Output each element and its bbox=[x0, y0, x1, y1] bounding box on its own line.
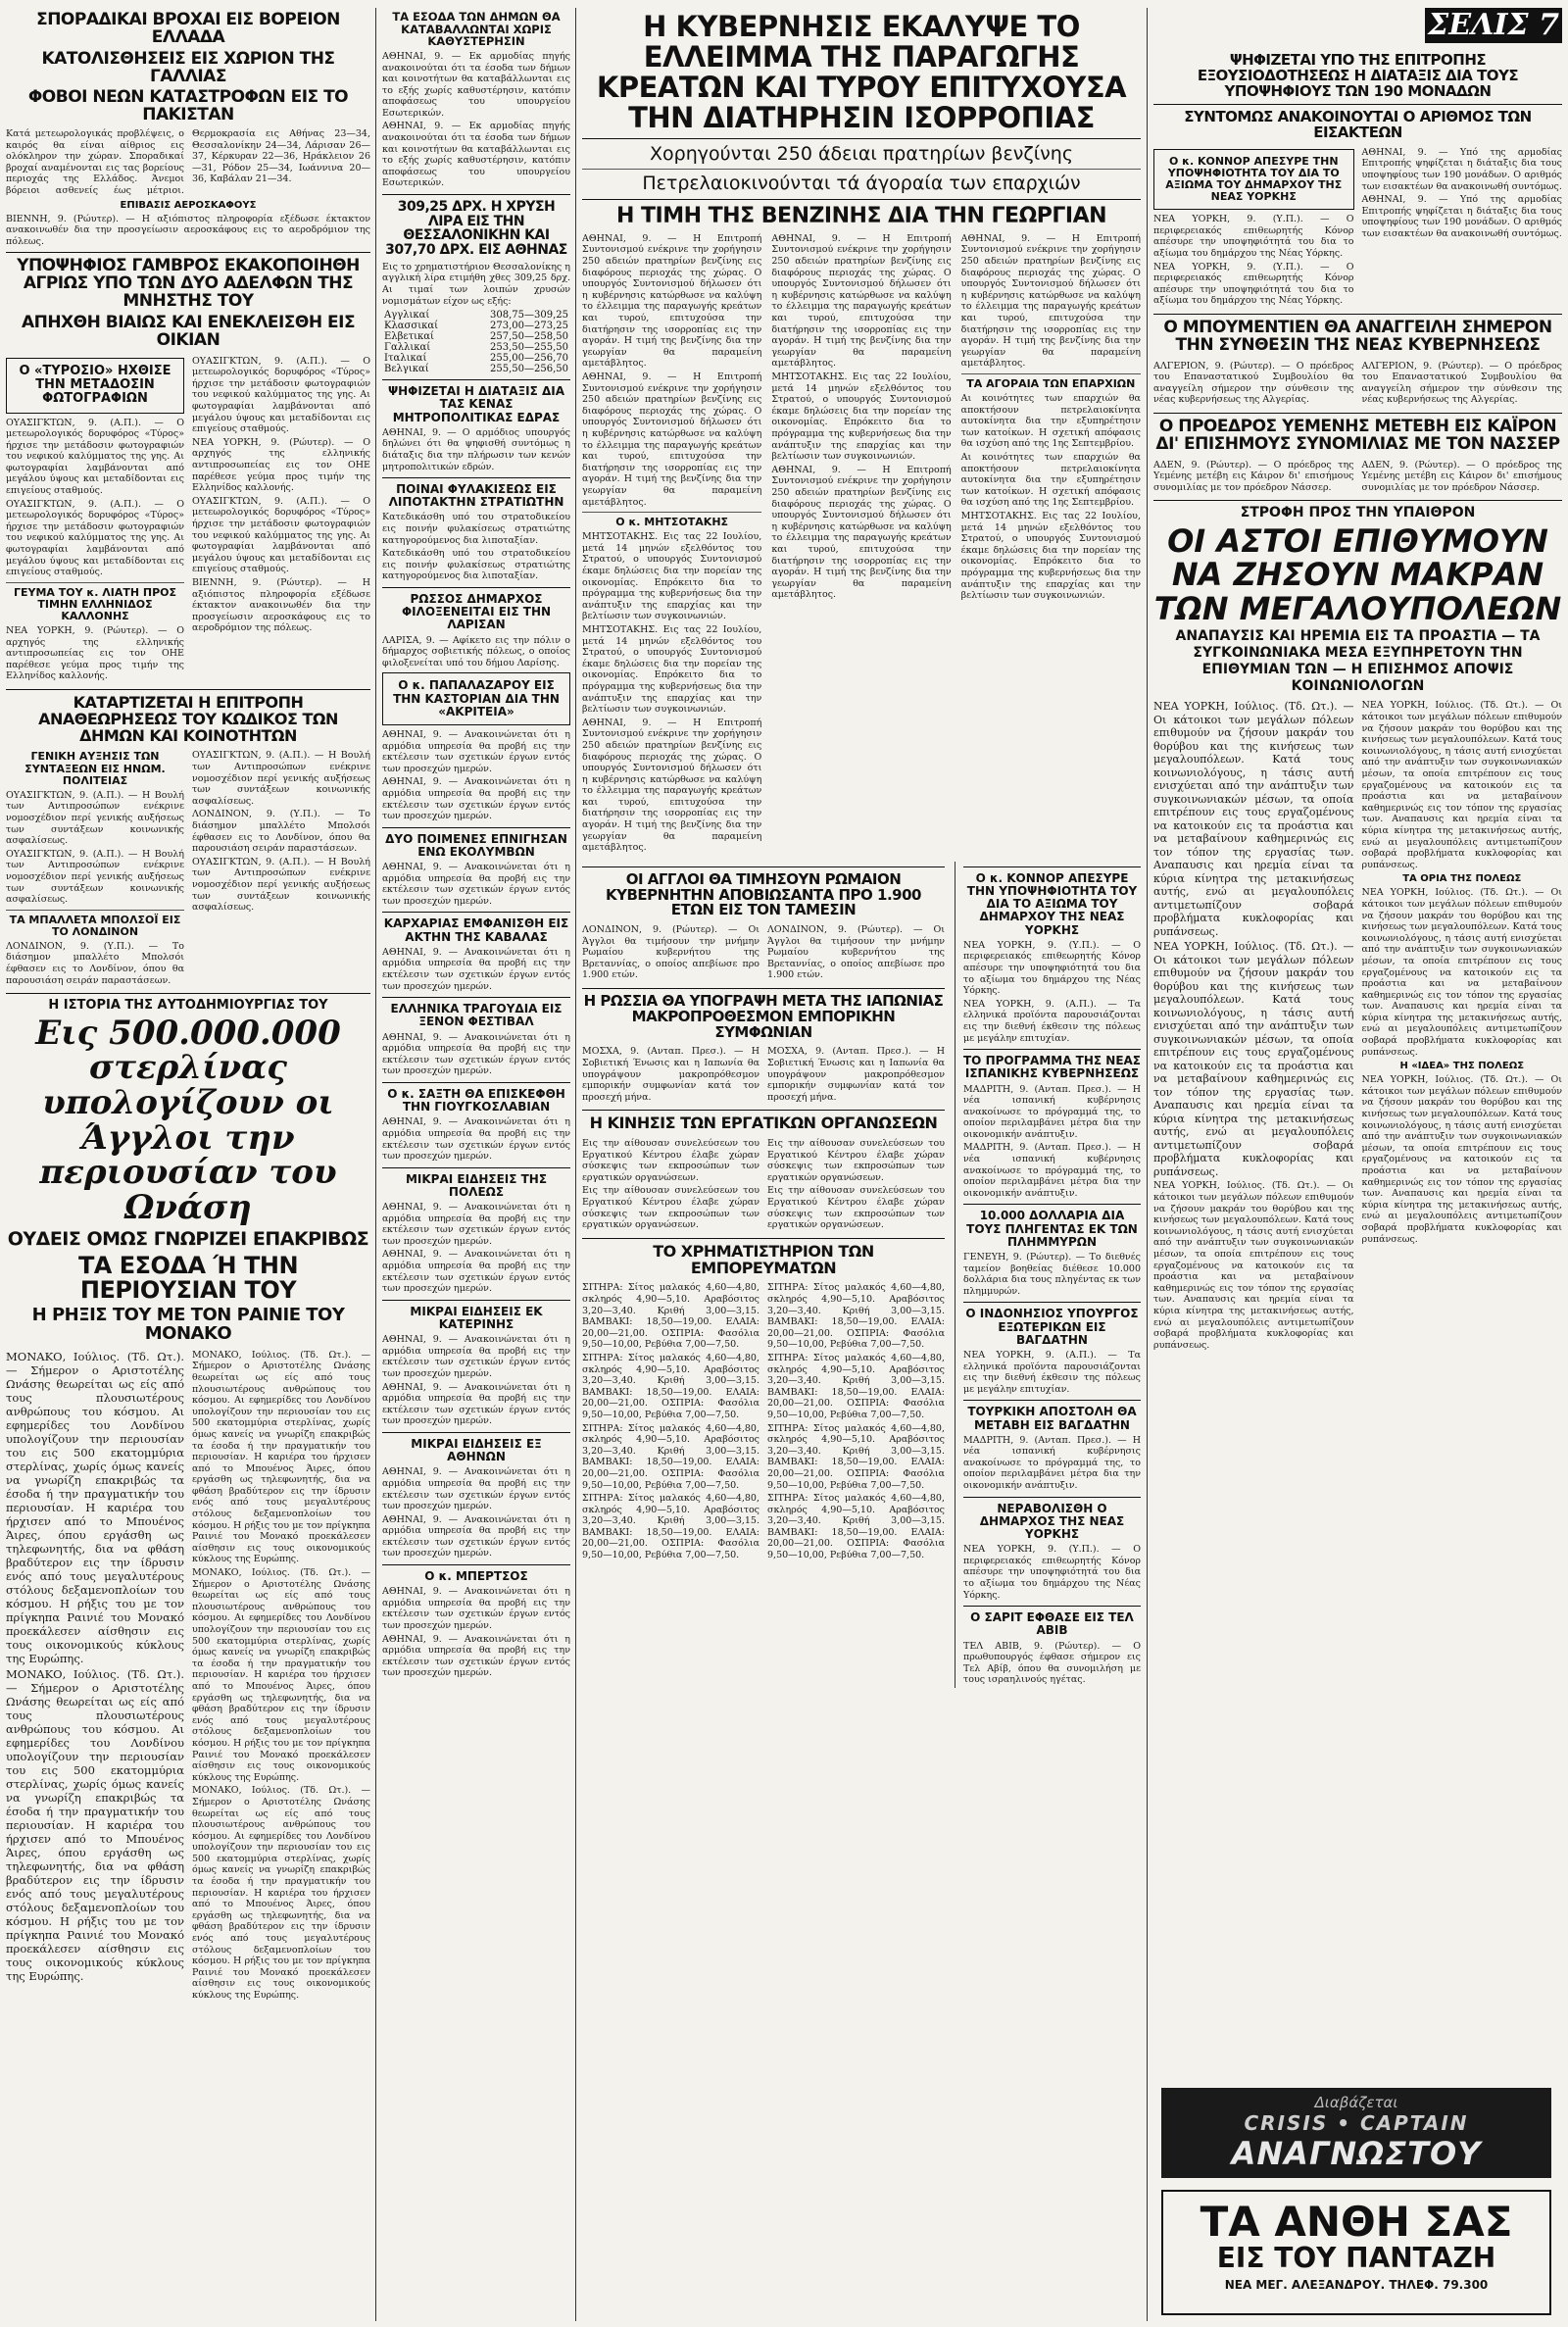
market-prices: ΣΙΤΗΡΑ: Σίτος μαλακός 4,60—4,80, σκληρός 4,90—5,10. Αραβόσιτος 3,20—3,40. Κριθή 3,00—3,15. ΒΑΜΒΑΚΙ: 18,50—19,00. ΕΛΑΙΑ: 20,00—21,00. ΟΣΠΡΙΑ: Φασόλια 9,50—10,00, Ρεβύθια 7,00—7,50. bbox=[582, 1282, 760, 1351]
lead-subheading: Χορηγούνται 250 άδειαι πρατηρίων βενζίνης bbox=[650, 143, 1073, 165]
article-body: ΑΘΗΝΑΙ, 9. — Η Επιτροπή Συντονισμού ενέκρινε την χορήγησιν 250 αδειών πρατηρίων βενζίνης εις διαφόρους περιοχάς της χώρας. Ο υπουργός Συντονισμού δήλωσεν ότι η κυβέρνησις κατώρθωσε να καλύψη το έλλειμμα της παραγωγής κρεάτων και τυρού, επιτυχούσα την διατήρησιν της ισορροπίας εις την αγοράν. Η τιμή της βενζίνης δια την γεωργίαν θα παραμείνη αμετάβλητος. bbox=[582, 232, 762, 370]
article-body: ΑΛΓΕΡΙΟΝ, 9. (Ρώυτερ). — Ο πρόεδρος του Επαναστατικού Συμβουλίου θα αναγγείλη σήμερον την σύνθεσιν της νέας κυβερνήσεως της Αλγερίας. bbox=[1153, 360, 1354, 406]
article-body: ΑΘΗΝΑΙ, 9. — Ανακοινώνεται ότι η αρμόδια υπηρεσία θα προβή εις την εκτέλεσιν των σχετικών έργων εντός των προσεχών ημερών. bbox=[382, 1202, 570, 1247]
article-body: Εις το χρηματιστήριον Θεσσαλονίκης η αγγλική λίρα ετιμήθη χθες 309,25 δρχ. Αι τιμαί των λοιπών χρυσών νομισμάτων είχον ως εξής: bbox=[382, 261, 570, 307]
headline: ΤΟ ΧΡΗΜΑΤΙΣΤΗΡΙΟΝ ΤΩΝ ΕΜΠΟΡΕΥΜΑΤΩΝ bbox=[653, 1241, 874, 1277]
headline: ΚΑΡΧΑΡΙΑΣ ΕΜΦΑΝΙΣΘΗ ΕΙΣ ΑΚΤΗΝ ΤΗΣ ΚΑΒΑΛΑΣ bbox=[383, 916, 569, 944]
headline: ΟΙ ΑΓΓΛΟΙ ΘΑ ΤΙΜΗΣΟΥΝ ΡΩΜΑΙΟΝ ΚΥΒΕΡΝΗΤΗΝ ΑΠΟΒΙΩΣΑΝΤΑ ΠΡΟ 1.900 ΕΤΩΝ ΕΙΣ ΤΟΝ ΤΑΜΕΣΙΝ bbox=[606, 869, 921, 919]
article-body: ΝΕΑ ΥΟΡΚΗ, 9. (Υ.Π.). — Ο περιφερειακός επιθεωρητής Κόνορ απέσυρε την υποψηφιότητά του δια το αξίωμα του δημάρχου της Νέας Υόρκης. bbox=[1153, 214, 1354, 259]
article-body: Κατά μετεωρολογικάς προβλέψεις, ο καιρός θα είναι αίθριος εις ολόκληρον την χώραν. Σποραδικαί βροχαί αναμένονται εις τας βορείους περιοχάς της Ελλάδος. Άνεμοι βόρειοι ασθενείς έως μέτριοι. Θερμοκρασία εις Αθήνας 23—34, Θεσσαλονίκην 24—34, Λάρισαν 26—37, Κέρκυραν 22—36, Ηράκλειον 26—31, Ρόδον 25—34, Ιωάννινα 20—36, Καβάλαν 21—34. bbox=[6, 128, 370, 197]
article-body: ΑΘΗΝΑΙ, 9. — Υπό της αρμοδίας Επιτροπής ψηφίζεται η διάταξις δια τους υποψηφίους των 190 μονάδων. Ο αριθμός των εισακτέων θα ανακοινωθή συντόμως. bbox=[1361, 146, 1562, 192]
article-body: ΜΟΣΧΑ, 9. (Ανταπ. Πρεσ.). — Η Σοβιετική Ένωσις και η Ιαπωνία θα υπογράψουν μακροπρόθεσμον εμπορικήν συμφωνίαν κατά τον προσεχή μήνα. bbox=[767, 1046, 945, 1103]
article-body: ΑΘΗΝΑΙ, 9. — Εκ αρμοδίας πηγής ανακοινούται ότι τα έσοδα των δήμων και κοινοτήτων θα καταβάλλωνται εις το εξής χωρίς καθυστέρησιν, κατόπιν αποφάσεως του υπουργείου Εσωτερικών. bbox=[382, 121, 570, 189]
article-body: ΝΕΑ ΥΟΡΚΗ, Ιούλιος. (Τδ. Ωτ.). — Οι κάτοικοι των μεγάλων πόλεων επιθυμούν να ζήσουν μακράν του θορύβου και της κινήσεως των μεγαλουπόλεων. Κατά τους κοινωνιολόγους, η τάσις αυτή ενισχύεται από την ανάπτυξιν των συγκοινωνιακών μέσων, τα οποία επιτρέπουν εις τους εργαζομένους να κατοικούν εις τα προάστια και να μεταβαίνουν καθημερινώς εις τον τόπον της εργασίας των. Αναπαυσις και ηρεμία είναι τα κύρια κίνητρα της μετακινήσεως αυτής, ενώ αι μεγαλουπόλεις αντιμετωπίζουν σοβαρά προβλήματα κυκλοφορίας και ρυπάνσεως. bbox=[1361, 700, 1562, 870]
price-row bbox=[382, 321, 570, 331]
market-prices: ΣΙΤΗΡΑ: Σίτος μαλακός 4,60—4,80, σκληρός 4,90—5,10. Αραβόσιτος 3,20—3,40. Κριθή 3,00—3,15. ΒΑΜΒΑΚΙ: 18,50—19,00. ΕΛΑΙΑ: 20,00—21,00. ΟΣΠΡΙΑ: Φασόλια 9,50—10,00, Ρεβύθια 7,00—7,50. bbox=[582, 1493, 760, 1561]
market-prices: ΣΙΤΗΡΑ: Σίτος μαλακός 4,60—4,80, σκληρός 4,90—5,10. Αραβόσιτος 3,20—3,40. Κριθή 3,00—3,15. ΒΑΜΒΑΚΙ: 18,50—19,00. ΕΛΑΙΑ: 20,00—21,00. ΟΣΠΡΙΑ: Φασόλια 9,50—10,00, Ρεβύθια 7,00—7,50. bbox=[582, 1352, 760, 1420]
price-row bbox=[382, 353, 570, 364]
headline: ΤΑ ΕΣΟΔΑ ΤΩΝ ΔΗΜΩΝ ΘΑ ΚΑΤΑΒΑΛΛΩΝΤΑΙ ΧΩΡΙΣ ΚΑΘΥΣΤΕΡΗΣΙΝ bbox=[392, 10, 561, 49]
article-body: ΛΟΝΔΙΝΟΝ, 9. (Ρώυτερ). — Οι Άγγλοι θα τιμήσουν την μνήμην Ρωμαίου κυβερνήτου της Βρεταννίας, ο οποίος απεβίωσε προ 1.900 ετών. bbox=[582, 924, 760, 981]
headline: ΣΠΟΡΑΔΙΚΑΙ ΒΡΟΧΑΙ ΕΙΣ ΒΟΡΕΙΟΝ ΕΛΛΑΔΑ bbox=[36, 10, 340, 47]
article-body: Αι κοινότητες των επαρχιών θα αποκτήσουν πετρελαιοκίνητα αυτοκίνητα δια την εξυπηρέτησιν των κατοίκων. Η σχετική απόφασις θα ισχύση από της 1ης Σεπτεμβρίου. bbox=[960, 452, 1141, 509]
price-row bbox=[382, 331, 570, 342]
article-body: ΑΘΗΝΑΙ, 9. — Ανακοινώνεται ότι η αρμόδια υπηρεσία θα προβή εις την εκτέλεσιν των σχετικών έργων εντός των προσεχών ημερών. bbox=[382, 776, 570, 822]
article-body: ΑΘΗΝΑΙ, 9. — Η Επιτροπή Συντονισμού ενέκρινε την χορήγησιν 250 αδειών πρατηρίων βενζίνης εις διαφόρους περιοχάς της χώρας. Ο υπουργός Συντονισμού δήλωσεν ότι η κυβέρνησις κατώρθωσε να καλύψη το έλλειμμα της παραγωγής κρεάτων και τυρού, επιτυχούσα την διατήρησιν της ισορροπίας εις την αγοράν. Η τιμή της βενζίνης δια την γεωργίαν θα παραμείνη αμετάβλητος. bbox=[771, 232, 952, 370]
article-body: ΟΥΑΣΙΓΚΤΩΝ, 9. (Α.Π.). — Ο μετεωρολογικός δορυφόρος «Τύρος» ήρχισε την μετάδοσιν φωτογραφιών του νεφικού καλύμματος της γης. Αι φωτογραφίαι λαμβάνονται από μεγάλου ύψους και μεταδίδονται εις επιγείους σταθμούς. bbox=[192, 495, 370, 575]
subheading: Η «ΙΔΕΑ» ΤΗΣ ΠΟΛΕΩΣ bbox=[1399, 1061, 1525, 1072]
gold-price-table bbox=[382, 310, 570, 374]
feature-subheading: ΑΝΑΠΑΥΣΙΣ ΚΑΙ ΗΡΕΜΙΑ ΕΙΣ ΤΑ ΠΡΟΑΣΤΙΑ — ΤΑ ΣΥΓΚΟΙΝΩΝΙΑΚΑ ΜΕΣΑ ΕΞΥΠΗΡΕΤΟΥΝ ΤΗΝ ΕΠΙΘΥΜΙΑΝ ΤΩΝ — Η ΕΠΙΣΗΜΟΣ ΑΠΟΨΙΣ ΚΟΙΝΩΝΙΟΛΟΓΩΝ bbox=[1175, 628, 1541, 695]
headline: ΨΗΦΙΖΕΤΑΙ ΥΠΟ ΤΗΣ ΕΠΙΤΡΟΠΗΣ ΕΞΟΥΣΙΟΔΟΤΗΣΕΩΣ Η ΔΙΑΤΑΞΙΣ ΔΙΑ ΤΟΥΣ ΥΠΟΨΗΦΙΟΥΣ ΤΩΝ 190 ΜΟΝΑΔΩΝ bbox=[1197, 51, 1519, 100]
article-body: ΑΘΗΝΑΙ, 9. — Η Επιτροπή Συντονισμού ενέκρινε την χορήγησιν 250 αδειών πρατηρίων βενζίνης εις διαφόρους περιοχάς της χώρας. Ο υπουργός Συντονισμού δήλωσεν ότι η κυβέρνησις κατώρθωσε να καλύψη το έλλειμμα της παραγωγής κρεάτων και τυρού, επιτυχούσα την διατήρησιν της ισορροπίας εις την αγοράν. Η τιμή της βενζίνης δια την γεωργίαν θα παραμείνη αμετάβλητος. bbox=[960, 232, 1141, 370]
headline: ΤΟΥΡΚΙΚΗ ΑΠΟΣΤΟΛΗ ΘΑ ΜΕΤΑΒΗ ΕΙΣ ΒΑΓΔΑΤΗΝ bbox=[967, 1405, 1137, 1432]
coin-name: Ελβετικαί bbox=[384, 331, 434, 343]
kicker: ΣΤΡΟΦΗ ΠΡΟΣ ΤΗΝ ΥΠΑΙΘΡΟΝ bbox=[1240, 505, 1476, 521]
article-body: ΛΟΝΔΙΝΟΝ, 9. (Ρώυτερ). — Οι Άγγλοι θα τιμήσουν την μνήμην Ρωμαίου κυβερνήτου της Βρεταννίας, ο οποίος απεβίωσε προ 1.900 ετών. bbox=[767, 924, 945, 981]
headline: Ο κ. ΠΑΠΑΛΑΖΑΡΟΥ ΕΙΣ ΤΗΝ ΚΑΣΤΟΡΙΑΝ ΔΙΑ ΤΗΝ «ΑΚΡΙΤΕΙΑ» bbox=[393, 678, 560, 718]
article-body: ΜΟΝΑΚΟ, Ιούλιος. (Τδ. Ωτ.). — Σήμερον ο Αριστοτέλης Ωνάσης θεωρείται ως είς από τους πλουσιωτέρους ανθρώπους του κόσμου. Αι εφημερίδες του Λονδίνου υπολογίζουν την περιουσίαν του εις 500 εκατομμύρια στερλίνας, χωρίς όμως κανείς να γνωρίζη επακριβώς τα έσοδα ή την πραγματικήν του περιουσίαν. Η καριέρα του ήρχισεν από το Μπουένος Άιρες, όπου εργάσθη ως τηλεφωνητής, δια να φθάση βραδύτερον εις την ίδρυσιν ενός από τους μεγαλυτέρους στόλους δεξαμενοπλοίων του κόσμου. Η ρήξις του με τον πρίγκηπα Ραινιέ του Μονακό προεκάλεσεν αίσθησιν εις τους οικονομικούς κύκλους της Ευρώπης. bbox=[192, 1567, 370, 1783]
article-body: ΛΟΝΔΙΝΟΝ, 9. (Υ.Π.). — Το διάσημον μπαλλέτο Μπολσόι έφθασεν εις το Λονδίνον, όπου θα παρουσιάση σειράν παραστάσεων. bbox=[192, 809, 370, 855]
article-body: Κατεδικάσθη υπό του στρατοδικείου εις ποινήν φυλακίσεως στρατιώτης κατηγορούμενος δια λιποταξίαν. bbox=[382, 512, 570, 546]
article-body: ΝΕΑ ΥΟΡΚΗ, 9. (Υ.Π.). — Ο περιφερειακός επιθεωρητής Κόνορ απέσυρε την υποψηφιότητά του δια το αξίωμα του δημάρχου της Νέας Υόρκης. bbox=[963, 939, 1141, 997]
feature-headline: ΟΙ ΑΣΤΟΙ ΕΠΙΘΥΜΟΥΝ ΝΑ ΖΗΣΟΥΝ ΜΑΚΡΑΝ ΤΩΝ ΜΕΓΑΛΟΥΠΟΛΕΩΝ bbox=[1153, 521, 1562, 627]
article-body: ΜΑΔΡΙΤΗ, 9. (Ανταπ. Πρεσ.). — Η νέα ισπανική κυβέρνησις ανακοίνωσε το πρόγραμμά της, το οποίον περιλαμβάνει μέτρα δια την οικονομικήν ανάπτυξιν. bbox=[963, 1434, 1141, 1492]
article-body: Εις την αίθουσαν συνελεύσεων του Εργατικού Κέντρου έλαβε χώραν σύσκεψις των εκπροσώπων των εργατικών οργανώσεων. bbox=[767, 1138, 945, 1183]
main-story-headline: Εις 500.000.000 στερλίνας υπολογίζουν οι Άγγλοι την περιουσίαν του Ωνάση bbox=[35, 1013, 341, 1227]
article-body: ΟΥΑΣΙΓΚΤΩΝ, 9. (Α.Π.). — Η Βουλή των Αντιπροσώπων ενέκρινε νομοσχέδιον περί γενικής αυξήσεως των συντάξεων κοινωνικής ασφαλίσεως. bbox=[6, 789, 184, 847]
article-body: ΟΥΑΣΙΓΚΤΩΝ, 9. (Α.Π.). — Η Βουλή των Αντιπροσώπων ενέκρινε νομοσχέδιον περί γενικής αυξήσεως των συντάξεων κοινωνικής ασφαλίσεως. bbox=[192, 856, 370, 914]
article-body: ΑΘΗΝΑΙ, 9. — Ανακοινώνεται ότι η αρμόδια υπηρεσία θα προβή εις την εκτέλεσιν των σχετικών έργων εντός των προσεχών ημερών. bbox=[382, 1466, 570, 1512]
article-body: Κατεδικάσθη υπό του στρατοδικείου εις ποινήν φυλακίσεως στρατιώτης κατηγορούμενος δια λιποταξίαν. bbox=[382, 548, 570, 582]
article-body: Εις την αίθουσαν συνελεύσεων του Εργατικού Κέντρου έλαβε χώραν σύσκεψις των εκπροσώπων των εργατικών οργανώσεων. bbox=[582, 1138, 760, 1183]
market-prices: ΣΙΤΗΡΑ: Σίτος μαλακός 4,60—4,80, σκληρός 4,90—5,10. Αραβόσιτος 3,20—3,40. Κριθή 3,00—3,15. ΒΑΜΒΑΚΙ: 18,50—19,00. ΕΛΑΙΑ: 20,00—21,00. ΟΣΠΡΙΑ: Φασόλια 9,50—10,00, Ρεβύθια 7,00—7,50. bbox=[767, 1422, 945, 1491]
subheading: Ο κ. ΚΟΝΝΟΡ ΑΠΕΣΥΡΕ ΤΗΝ ΥΠΟΨΗΦΙΟΤΗΤΑ ΤΟΥ ΔΙΑ ΤΟ ΑΞΙΩΜΑ ΤΟΥ ΔΗΜΑΡΧΟΥ ΤΗΣ ΝΕΑΣ ΥΟΡΚΗΣ bbox=[1165, 154, 1343, 204]
column-2 bbox=[382, 8, 570, 2321]
headline: ΤΑ ΕΣΟΔΑ Ή ΤΗΝ ΠΕΡΙΟΥΣΙΑΝ ΤΟΥ bbox=[77, 1251, 299, 1304]
column-1 bbox=[6, 8, 370, 2321]
headline: Ο κ. ΚΟΝΝΟΡ ΑΠΕΣΥΡΕ ΤΗΝ ΥΠΟΨΗΦΙΟΤΗΤΑ ΤΟΥ ΔΙΑ ΤΟ ΑΞΙΩΜΑ ΤΟΥ ΔΗΜΑΡΧΟΥ ΤΗΣ ΝΕΑΣ ΥΟΡΚΗΣ bbox=[966, 870, 1138, 937]
price-row bbox=[382, 364, 570, 374]
article-body: ΑΔΕΝ, 9. (Ρώυτερ). — Ο πρόεδρος της Υεμένης μετέβη εις Κάιρον δι' επισήμους συνομιλίας με τον πρόεδρον Νάσσερ. bbox=[1361, 459, 1562, 493]
article-body: ΑΘΗΝΑΙ, 9. — Η Επιτροπή Συντονισμού ενέκρινε την χορήγησιν 250 αδειών πρατηρίων βενζίνης εις διαφόρους περιοχάς της χώρας. Ο υπουργός Συντονισμού δήλωσεν ότι η κυβέρνησις κατώρθωσε να καλύψη το έλλειμμα της παραγωγής κρεάτων και τυρού, επιτυχούσα την διατήρησιν της ισορροπίας εις την αγοράν. Η τιμή της βενζίνης δια την γεωργίαν θα παραμείνη αμετάβλητος. bbox=[582, 717, 762, 854]
headline: Ο ΣΑΡΙΤ ΕΦΘΑΣΕ ΕΙΣ ΤΕΛ ΑΒΙΒ bbox=[970, 1610, 1134, 1638]
article-body: ΜΟΝΑΚΟ, Ιούλιος. (Τδ. Ωτ.). — Σήμερον ο Αριστοτέλης Ωνάσης θεωρείται ως είς από τους πλουσιωτέρους ανθρώπους του κόσμου. Αι εφημερίδες του Λονδίνου υπολογίζουν την περιουσίαν του εις 500 εκατομμύρια στερλίνας, χωρίς όμως κανείς να γνωρίζη επακριβώς τα έσοδα ή την πραγματικήν του περιουσίαν. Η καριέρα του ήρχισεν από το Μπουένος Άιρες, όπου εργάσθη ως τηλεφωνητής, δια να φθάση βραδύτερον εις την ίδρυσιν ενός από τους μεγαλυτέρους στόλους δεξαμενοπλοίων του κόσμου. Η ρήξις του με τον πρίγκηπα Ραινιέ του Μονακό προεκάλεσεν αίσθησιν εις τους οικονομικούς κύκλους της Ευρώπης. bbox=[192, 1349, 370, 1565]
market-prices: ΣΙΤΗΡΑ: Σίτος μαλακός 4,60—4,80, σκληρός 4,90—5,10. Αραβόσιτος 3,20—3,40. Κριθή 3,00—3,15. ΒΑΜΒΑΚΙ: 18,50—19,00. ΕΛΑΙΑ: 20,00—21,00. ΟΣΠΡΙΑ: Φασόλια 9,50—10,00, Ρεβύθια 7,00—7,50. bbox=[767, 1493, 945, 1561]
subheading: ΓΕΝΙΚΗ ΑΥΞΗΣΙΣ ΤΩΝ ΣΥΝΤΑΞΕΩΝ ΕΙΣ ΗΝΩΜ. ΠΟΛΙΤΕΙΑΣ bbox=[24, 750, 166, 787]
article-body: ΝΕΑ ΥΟΡΚΗ, 9. (Α.Π.). — Τα ελληνικά προϊόντα παρουσιάζονται εις την διεθνή έκθεσιν της πόλεως με μεγάλην επιτυχίαν. bbox=[963, 1349, 1141, 1395]
article-body: ΜΗΤΣΟΤΑΚΗΣ. Εις τας 22 Ιουλίου, μετά 14 μηνών εξελθόντος του Στρατού, ο υπουργός Συντονισμού έκαμε δηλώσεις δια την πορείαν της οικονομίας. Επρόκειτο δια το πρόγραμμα της κυβερνήσεως δια την ανάπτυξιν της επαρχίας και την βελτίωσιν των συγκοινωνιών. bbox=[960, 511, 1141, 602]
article-body: ΝΕΑ ΥΟΡΚΗ, Ιούλιος. (Τδ. Ωτ.). — Οι κάτοικοι των μεγάλων πόλεων επιθυμούν να ζήσουν μακράν του θορύβου και της κινήσεως των μεγαλουπόλεων. Κατά τους κοινωνιολόγους, η τάσις αυτή ενισχύεται από την ανάπτυξιν των συγκοινωνιακών μέσων, τα οποία επιτρέπουν εις τους εργαζομένους να κατοικούν εις τα προάστια και να μεταβαίνουν καθημερινώς εις τον τόπον της εργασίας των. Αναπαυσις και ηρεμία είναι τα κύρια κίνητρα της μετακινήσεως αυτής, ενώ αι μεγαλουπόλεις αντιμετωπίζουν σοβαρά προβλήματα κυκλοφορίας και ρυπάνσεως. bbox=[1361, 887, 1562, 1058]
headline: ΜΙΚΡΑΙ ΕΙΔΗΣΕΙΣ ΤΗΣ ΠΟΛΕΩΣ bbox=[405, 1171, 548, 1199]
market-prices: ΣΙΤΗΡΑ: Σίτος μαλακός 4,60—4,80, σκληρός 4,90—5,10. Αραβόσιτος 3,20—3,40. Κριθή 3,00—3,15. ΒΑΜΒΑΚΙ: 18,50—19,00. ΕΛΑΙΑ: 20,00—21,00. ΟΣΠΡΙΑ: Φασόλια 9,50—10,00, Ρεβύθια 7,00—7,50. bbox=[767, 1282, 945, 1351]
headline: 309,25 ΔΡΧ. Η ΧΡΥΣΗ ΛΙΡΑ ΕΙΣ ΤΗΝ ΘΕΣΣΑΛΟΝΙΚΗΝ ΚΑΙ 307,70 ΔΡΧ. ΕΙΣ ΑΘΗΝΑΣ bbox=[385, 199, 567, 259]
headline: Η ΚΙΝΗΣΙΣ ΤΩΝ ΕΡΓΑΤΙΚΩΝ ΟΡΓΑΝΩΣΕΩΝ bbox=[589, 1114, 938, 1133]
headline: ΨΗΦΙΖΕΤΑΙ Η ΔΙΑΤΑΞΙΣ ΔΙΑ ΤΑΣ ΚΕΝΑΣ ΜΗΤΡΟΠΟΛΙΤΙΚΑΣ ΕΔΡΑΣ bbox=[387, 384, 565, 424]
article-body: ΑΘΗΝΑΙ, 9. — Ανακοινώνεται ότι η αρμόδια υπηρεσία θα προβή εις την εκτέλεσιν των σχετικών έργων εντός των προσεχών ημερών. bbox=[382, 946, 570, 992]
article-body: ΜΗΤΣΟΤΑΚΗΣ. Εις τας 22 Ιουλίου, μετά 14 μηνών εξελθόντος του Στρατού, ο υπουργός Συντονισμού έκαμε δηλώσεις δια την πορείαν της οικονομίας. Επρόκειτο δια το πρόγραμμα της κυβερνήσεως δια την ανάπτυξιν της επαρχίας και την βελτίωσιν των συγκοινωνιών. bbox=[582, 531, 762, 622]
column-5 bbox=[1153, 8, 1562, 2321]
article-body: ΜΟΝΑΚΟ, Ιούλιος. (Τδ. Ωτ.). — Σήμερον ο Αριστοτέλης Ωνάσης θεωρείται ως είς από τους πλουσιωτέρους ανθρώπους του κόσμου. Αι εφημερίδες του Λονδίνου υπολογίζουν την περιουσίαν του εις 500 εκατομμύρια στερλίνας, χωρίς όμως κανείς να γνωρίζη επακριβώς τα έσοδα ή την πραγματικήν του περιουσίαν. Η καριέρα του ήρχισεν από το Μπουένος Άιρες, όπου εργάσθη ως τηλεφωνητής, δια να φθάση βραδύτερον εις την ίδρυσιν ενός από τους μεγαλυτέρους στόλους δεξαμενοπλοίων του κόσμου. Η ρήξις του με τον πρίγκηπα Ραινιέ του Μονακό προεκάλεσεν αίσθησιν εις τους οικονομικούς κύκλους της Ευρώπης. bbox=[6, 1349, 184, 1665]
headline: ΜΙΚΡΑΙ ΕΙΔΗΣΕΙΣ ΕΞ ΑΘΗΝΩΝ bbox=[411, 1436, 542, 1464]
coin-name: Αγγλικαί bbox=[384, 310, 430, 322]
article-body: ΒΙΕΝΝΗ, 9. (Ρώυτερ). — Η αξιόπιστος πληροφορία εξέδωσε έκτακτον ανακοινωθέν δια την προσγείωσιν αεροσκάφους εις το αεροδρόμιον της πόλεως. bbox=[6, 213, 370, 247]
article-body: ΑΘΗΝΑΙ, 9. — Ανακοινώνεται ότι η αρμόδια υπηρεσία θα προβή εις την εκτέλεσιν των σχετικών έργων εντός των προσεχών ημερών. bbox=[382, 1249, 570, 1295]
headline: Ο κ. ΜΠΕΡΤΣΟΣ bbox=[424, 1569, 528, 1584]
subheading: ΓΕΥΜΑ ΤΟΥ κ. ΛΙΑΤΗ ΠΡΟΣ ΤΙΜΗΝ ΕΛΛΗΝΙΔΟΣ ΚΑΛΛΟΝΗΣ bbox=[13, 585, 177, 623]
article-body: ΟΥΑΣΙΓΚΤΩΝ, 9. (Α.Π.). — Η Βουλή των Αντιπροσώπων ενέκρινε νομοσχέδιον περί γενικής αυξήσεως των συντάξεων κοινωνικής ασφαλίσεως. bbox=[192, 750, 370, 807]
article-body: ΝΕΑ ΥΟΡΚΗ, 9. (Ρώυτερ). — Ο αρχηγός της ελληνικής αντιπροσωπείας εις τον ΟΗΕ παρέθεσε γεύμα προς τιμήν της Ελληνίδος καλλονής. bbox=[6, 625, 184, 682]
headline: ΡΩΣΣΟΣ ΔΗΜΑΡΧΟΣ ΦΙΛΟΞΕΝΕΙΤΑΙ ΕΙΣ ΤΗΝ ΛΑΡΙΣΑΝ bbox=[401, 592, 552, 632]
coin-price: 273,00—273,25 bbox=[490, 321, 568, 332]
center-block bbox=[582, 8, 1141, 2321]
article-body: ΝΕΑ ΥΟΡΚΗ, 9. (Α.Π.). — Τα ελληνικά προϊόντα παρουσιάζονται εις την διεθνή έκθεσιν της πόλεως με μεγάλην επιτυχίαν. bbox=[963, 998, 1141, 1044]
article-body: ΜΟΝΑΚΟ, Ιούλιος. (Τδ. Ωτ.). — Σήμερον ο Αριστοτέλης Ωνάσης θεωρείται ως είς από τους πλουσιωτέρους ανθρώπους του κόσμου. Αι εφημερίδες του Λονδίνου υπολογίζουν την περιουσίαν του εις 500 εκατομμύρια στερλίνας, χωρίς όμως κανείς να γνωρίζη επακριβώς τα έσοδα ή την πραγματικήν του περιουσίαν. Η καριέρα του ήρχισεν από το Μπουένος Άιρες, όπου εργάσθη ως τηλεφωνητής, δια να φθάση βραδύτερον εις την ίδρυσιν ενός από τους μεγαλυτέρους στόλους δεξαμενοπλοίων του κόσμου. Η ρήξις του με τον πρίγκηπα Ραινιέ του Μονακό προεκάλεσεν αίσθησιν εις τους οικονομικούς κύκλους της Ευρώπης. bbox=[6, 1666, 184, 1983]
article-body: ΝΕΑ ΥΟΡΚΗ, Ιούλιος. (Τδ. Ωτ.). — Οι κάτοικοι των μεγάλων πόλεων επιθυμούν να ζήσουν μακράν του θορύβου και της κινήσεως των μεγαλουπόλεων. Κατά τους κοινωνιολόγους, η τάσις αυτή ενισχύεται από την ανάπτυξιν των συγκοινωνιακών μέσων, τα οποία επιτρέπουν εις τους εργαζομένους να κατοικούν εις τα προάστια και να μεταβαίνουν καθημερινώς εις τον τόπον της εργασίας των. Αναπαυσις και ηρεμία είναι τα κύρια κίνητρα της μετακινήσεως αυτής, ενώ αι μεγαλουπόλεις αντιμετωπίζουν σοβαρά προβλήματα κυκλοφορίας και ρυπάνσεως. bbox=[1153, 1180, 1354, 1351]
headline: Ο κ. ΣΑΞΤΗ ΘΑ ΕΠΙΣΚΕΦΘΗ ΤΗΝ ΓΙΟΥΓΚΟΣΛΑΒΙΑΝ bbox=[387, 1086, 565, 1114]
article-body: ΟΥΑΣΙΓΚΤΩΝ, 9. (Α.Π.). — Ο μετεωρολογικός δορυφόρος «Τύρος» ήρχισε την μετάδοσιν φωτογραφιών του νεφικού καλύμματος της γης. Αι φωτογραφίαι λαμβάνονται από μεγάλου ύψους και μεταδίδονται εις επιγείους σταθμούς. bbox=[6, 498, 184, 578]
article-body: ΑΘΗΝΑΙ, 9. — Ο αρμόδιος υπουργός δηλώνει ότι θα ψηφισθή συντόμως η διάταξις δια την πλήρωσιν των κενών μητροπολιτικών εδρών. bbox=[382, 426, 570, 472]
headline: ΤΟ ΠΡΟΓΡΑΜΜΑ ΤΗΣ ΝΕΑΣ ΙΣΠΑΝΙΚΗΣ ΚΥΒΕΡΝΗΣΕΩΣ bbox=[963, 1054, 1141, 1081]
price-row bbox=[382, 342, 570, 353]
article-body: ΤΕΛ ΑΒΙΒ, 9. (Ρώυτερ). — Ο πρωθυπουργός έφθασε σήμερον εις Τελ Αβίβ, όπου θα συνομιλήση με τους ισραηλινούς ηγέτας. bbox=[963, 1640, 1141, 1686]
headline: ΦΟΒΟΙ ΝΕΩΝ ΚΑΤΑΣΤΡΟΦΩΝ ΕΙΣ ΤΟ ΠΑΚΙΣΤΑΝ bbox=[27, 87, 349, 125]
kicker: Η ΙΣΤΟΡΙΑ ΤΗΣ ΑΥΤΟΔΗΜΙΟΥΡΓΙΑΣ ΤΟΥ bbox=[48, 998, 328, 1014]
headline: Η ΤΙΜΗ ΤΗΣ ΒΕΝΖΙΝΗΣ ΔΙΑ ΤΗΝ ΓΕΩΡΓΙΑΝ bbox=[615, 203, 1107, 228]
headline: ΚΑΤΟΛΙΣΘΗΣΕΙΣ ΕΙΣ ΧΩΡΙΟΝ ΤΗΣ ΓΑΛΛΙΑΣ bbox=[41, 48, 335, 86]
subheading: ΤΑ ΑΓΟΡΑΙΑ ΤΩΝ ΕΠΑΡΧΙΩΝ bbox=[966, 377, 1136, 390]
market-prices: ΣΙΤΗΡΑ: Σίτος μαλακός 4,60—4,80, σκληρός 4,90—5,10. Αραβόσιτος 3,20—3,40. Κριθή 3,00—3,15. ΒΑΜΒΑΚΙ: 18,50—19,00. ΕΛΑΙΑ: 20,00—21,00. ΟΣΠΡΙΑ: Φασόλια 9,50—10,00, Ρεβύθια 7,00—7,50. bbox=[767, 1352, 945, 1420]
article-body: ΑΘΗΝΑΙ, 9. — Ανακοινώνεται ότι η αρμόδια υπηρεσία θα προβή εις την εκτέλεσιν των σχετικών έργων εντός των προσεχών ημερών. bbox=[382, 1586, 570, 1632]
article-body: ΑΘΗΝΑΙ, 9. — Ανακοινώνεται ότι η αρμόδια υπηρεσία θα προβή εις την εκτέλεσιν των σχετικών έργων εντός των προσεχών ημερών. bbox=[382, 728, 570, 774]
price-row bbox=[382, 310, 570, 321]
article-body: ΜΑΔΡΙΤΗ, 9. (Ανταπ. Πρεσ.). — Η νέα ισπανική κυβέρνησις ανακοίνωσε το πρόγραμμά της, το οποίον περιλαμβάνει μέτρα δια την οικονομικήν ανάπτυξιν. bbox=[963, 1083, 1141, 1140]
headline: Η ΡΩΣΣΙΑ ΘΑ ΥΠΟΓΡΑΨΗ ΜΕΤΑ ΤΗΣ ΙΑΠΩΝΙΑΣ ΜΑΚΡΟΠΡΟΘΕΣΜΟΝ ΕΜΠΟΡΙΚΗΝ ΣΥΜΦΩΝΙΑΝ bbox=[583, 992, 944, 1041]
subheading: ΕΠΙΒΑΣΙΣ ΑΕΡΟΣΚΑΦΟΥΣ bbox=[120, 199, 257, 211]
coin-price: 255,50—256,50 bbox=[490, 364, 568, 375]
article-body: ΓΕΝΕΥΗ, 9. (Ρώυτερ). — Το διεθνές ταμείον βοηθείας διέθεσε 10.000 δολλάρια δια τους πληγέντας εκ των πλημμυρών. bbox=[963, 1252, 1141, 1297]
article-body: ΑΔΕΝ, 9. (Ρώυτερ). — Ο πρόεδρος της Υεμένης μετέβη εις Κάιρον δι' επισήμους συνομιλίας με τον πρόεδρον Νάσσερ. bbox=[1153, 459, 1354, 493]
article-body: ΑΘΗΝΑΙ, 9. — Η Επιτροπή Συντονισμού ενέκρινε την χορήγησιν 250 αδειών πρατηρίων βενζίνης εις διαφόρους περιοχάς της χώρας. Ο υπουργός Συντονισμού δήλωσεν ότι η κυβέρνησις κατώρθωσε να καλύψη το έλλειμμα της παραγωγής κρεάτων και τυρού, επιτυχούσα την διατήρησιν της ισορροπίας εις την αγοράν. Η τιμή της βενζίνης δια την γεωργίαν θα παραμείνη αμετάβλητος. bbox=[582, 371, 762, 508]
coin-price: 253,50—255,50 bbox=[490, 342, 568, 354]
headline: ΔΥΟ ΠΟΙΜΕΝΕΣ ΕΠΝΙΓΗΣΑΝ ΕΝΩ ΕΚΟΛΥΜΒΩΝ bbox=[385, 831, 567, 859]
article-body: ΑΘΗΝΑΙ, 9. — Ανακοινώνεται ότι η αρμόδια υπηρεσία θα προβή εις την εκτέλεσιν των σχετικών έργων εντός των προσεχών ημερών. bbox=[382, 1334, 570, 1379]
article-body: ΟΥΑΣΙΓΚΤΩΝ, 9. (Α.Π.). — Η Βουλή των Αντιπροσώπων ενέκρινε νομοσχέδιον περί γενικής αυξήσεως των συντάξεων κοινωνικής ασφαλίσεως. bbox=[6, 848, 184, 906]
page-number-logo: ΣΕΛΙΣ 7 bbox=[1425, 8, 1562, 43]
lead-headline: Η ΚΥΒΕΡΝΗΣΙΣ ΕΚΑΛΥΨΕ ΤΟ ΕΛΛΕΙΜΜΑ ΤΗΣ ΠΑΡΑΓΩΓΗΣ ΚΡΕΑΤΩΝ ΚΑΙ ΤΥΡΟΥ ΕΠΙΤΥΧΟΥΣΑ ΤΗΝ ΔΙΑΤΗΡΗΣΙΝ ΙΣΟΡΡΟΠΙΑΣ bbox=[596, 10, 1127, 134]
headline: Η ΡΗΞΙΣ ΤΟΥ ΜΕ ΤΟΝ ΡΑΙΝΙΕ ΤΟΥ ΜΟΝΑΚΟ bbox=[31, 1304, 345, 1344]
article-body: ΒΙΕΝΝΗ, 9. (Ρώυτερ). — Η αξιόπιστος πληροφορία εξέδωσε έκτακτον ανακοινωθέν δια την προσγείωσιν αεροσκάφους εις το αεροδρόμιον της πόλεως. bbox=[192, 576, 370, 634]
article-body: ΑΘΗΝΑΙ, 9. — Ανακοινώνεται ότι η αρμόδια υπηρεσία θα προβή εις την εκτέλεσιν των σχετικών έργων εντός των προσεχών ημερών. bbox=[382, 1513, 570, 1560]
coin-name: Γαλλικαί bbox=[384, 342, 431, 354]
coin-price: 255,00—256,70 bbox=[490, 353, 568, 365]
article-body: ΑΘΗΝΑΙ, 9. — Ανακοινώνεται ότι η αρμόδια υπηρεσία θα προβή εις την εκτέλεσιν των σχετικών έργων εντός των προσεχών ημερών. bbox=[382, 862, 570, 907]
article-body: ΑΘΗΝΑΙ, 9. — Εκ αρμοδίας πηγής ανακοινούται ότι τα έσοδα των δήμων και κοινοτήτων θα καταβάλλωνται εις το εξής χωρίς καθυστέρησιν, κατόπιν αποφάσεως του υπουργείου Εσωτερικών. bbox=[382, 50, 570, 119]
coin-name: Ιταλικαί bbox=[384, 353, 427, 365]
headline: ΠΟΙΝΑΙ ΦΥΛΑΚΙΣΕΩΣ ΕΙΣ ΛΙΠΟΤΑΚΤΗΝ ΣΤΡΑΤΙΩΤΗΝ bbox=[388, 482, 564, 510]
article-body: Εις την αίθουσαν συνελεύσεων του Εργατικού Κέντρου έλαβε χώραν σύσκεψις των εκπροσώπων των εργατικών οργανώσεων. bbox=[767, 1185, 945, 1231]
column-rule bbox=[575, 8, 576, 2321]
article-body: ΝΕΑ ΥΟΡΚΗ, Ιούλιος. (Τδ. Ωτ.). — Οι κάτοικοι των μεγάλων πόλεων επιθυμούν να ζήσουν μακράν του θορύβου και της κινήσεως των μεγαλουπόλεων. Κατά τους κοινωνιολόγους, η τάσις αυτή ενισχύεται από την ανάπτυξιν των συγκοινωνιακών μέσων, τα οποία επιτρέπουν εις τους εργαζομένους να κατοικούν εις τα προάστια και να μεταβαίνουν καθημερινώς εις τον τόπον της εργασίας των. Αναπαυσις και ηρεμία είναι τα κύρια κίνητρα της μετακινήσεως αυτής, ενώ αι μεγαλουπόλεις αντιμετωπίζουν σοβαρά προβλήματα κυκλοφορίας και ρυπάνσεως. bbox=[1153, 940, 1354, 1178]
market-prices: ΣΙΤΗΡΑ: Σίτος μαλακός 4,60—4,80, σκληρός 4,90—5,10. Αραβόσιτος 3,20—3,40. Κριθή 3,00—3,15. ΒΑΜΒΑΚΙ: 18,50—19,00. ΕΛΑΙΑ: 20,00—21,00. ΟΣΠΡΙΑ: Φασόλια 9,50—10,00, Ρεβύθια 7,00—7,50. bbox=[582, 1422, 760, 1491]
headline: Ο ΜΠΟΥΜΕΝΤΙΕΝ ΘΑ ΑΝΑΓΓΕΙΛΗ ΣΗΜΕΡΟΝ ΤΗΝ ΣΥΝΘΕΣΙΝ ΤΗΣ ΝΕΑΣ ΚΥΒΕΡΝΗΣΕΩΣ bbox=[1163, 317, 1552, 355]
article-body: ΝΕΑ ΥΟΡΚΗ, 9. (Υ.Π.). — Ο περιφερειακός επιθεωρητής Κόνορ απέσυρε την υποψηφιότητά του δια το αξίωμα του δημάρχου της Νέας Υόρκης. bbox=[963, 1544, 1141, 1601]
article-body: ΟΥΑΣΙΓΚΤΩΝ, 9. (Α.Π.). — Ο μετεωρολογικός δορυφόρος «Τύρος» ήρχισε την μετάδοσιν φωτογραφιών του νεφικού καλύμματος της γης. Αι φωτογραφίαι λαμβάνονται από μεγάλου ύψους και μεταδίδονται εις επιγείους σταθμούς. bbox=[192, 355, 370, 435]
article-body: ΝΕΑ ΥΟΡΚΗ, Ιούλιος. (Τδ. Ωτ.). — Οι κάτοικοι των μεγάλων πόλεων επιθυμούν να ζήσουν μακράν του θορύβου και της κινήσεως των μεγαλουπόλεων. Κατά τους κοινωνιολόγους, η τάσις αυτή ενισχύεται από την ανάπτυξιν των συγκοινωνιακών μέσων, τα οποία επιτρέπουν εις τους εργαζομένους να κατοικούν εις τα προάστια και να μεταβαίνουν καθημερινώς εις τον τόπον της εργασίας των. Αναπαυσις και ηρεμία είναι τα κύρια κίνητρα της μετακινήσεως αυτής, ενώ αι μεγαλουπόλεις αντιμετωπίζουν σοβαρά προβλήματα κυκλοφορίας και ρυπάνσεως. bbox=[1361, 1074, 1562, 1245]
headline: ΑΠΗΧΘΗ ΒΙΑΙΩΣ ΚΑΙ ΕΝΕΚΛΕΙΣΘΗ ΕΙΣ ΟΙΚΙΑΝ bbox=[21, 312, 356, 350]
article-body: ΑΛΓΕΡΙΟΝ, 9. (Ρώυτερ). — Ο πρόεδρος του Επαναστατικού Συμβουλίου θα αναγγείλη σήμερον την σύνθεσιν της νέας κυβερνήσεως της Αλγερίας. bbox=[1361, 360, 1562, 406]
article-body: ΑΘΗΝΑΙ, 9. — Ανακοινώνεται ότι η αρμόδια υπηρεσία θα προβή εις την εκτέλεσιν των σχετικών έργων εντός των προσεχών ημερών. bbox=[382, 1116, 570, 1163]
column-rule bbox=[1147, 8, 1148, 2321]
advertisement-pantazi-flowers: ΤΑ ΑΝΘΗ ΣΑΣ ΕΙΣ ΤΟΥ ΠΑΝΤΑΖΗ ΝΕΑ ΜΕΓ. ΑΛΕΞΑΝΔΡΟΥ. ΤΗΛΕΦ. 79.300 bbox=[1161, 2190, 1551, 2315]
headline: ΣΥΝΤΟΜΩΣ ΑΝΑΚΟΙΝΟΥΤΑΙ Ο ΑΡΙΘΜΟΣ ΤΩΝ ΕΙΣΑΚΤΕΩΝ bbox=[1184, 108, 1532, 141]
article-body: ΑΘΗΝΑΙ, 9. — Ανακοινώνεται ότι η αρμόδια υπηρεσία θα προβή εις την εκτέλεσιν των σχετικών έργων εντός των προσεχών ημερών. bbox=[382, 1633, 570, 1679]
article-body: ΝΕΑ ΥΟΡΚΗ, 9. (Υ.Π.). — Ο περιφερειακός επιθεωρητής Κόνορ απέσυρε την υποψηφιότητά του δια το αξίωμα του δημάρχου της Νέας Υόρκης. bbox=[1153, 261, 1354, 307]
lead-subheading: Πετρελαιοκινούνται τά άγοραία των επαρχιών bbox=[642, 172, 1081, 194]
coin-price: 257,50—258,50 bbox=[490, 331, 568, 343]
article-body: ΜΑΔΡΙΤΗ, 9. (Ανταπ. Πρεσ.). — Η νέα ισπανική κυβέρνησις ανακοίνωσε το πρόγραμμά της, το οποίον περιλαμβάνει μέτρα δια την οικονομικήν ανάπτυξιν. bbox=[963, 1142, 1141, 1199]
article-body: ΑΘΗΝΑΙ, 9. — Η Επιτροπή Συντονισμού ενέκρινε την χορήγησιν 250 αδειών πρατηρίων βενζίνης εις διαφόρους περιοχάς της χώρας. Ο υπουργός Συντονισμού δήλωσεν ότι η κυβέρνησις κατώρθωσε να καλύψη το έλλειμμα της παραγωγής κρεάτων και τυρού, επιτυχούσα την διατήρησιν της ισορροπίας εις την αγοράν. Η τιμή της βενζίνης δια την γεωργίαν θα παραμείνη αμετάβλητος. bbox=[771, 464, 952, 601]
subheading: Ο κ. ΜΗΤΣΟΤΑΚΗΣ bbox=[615, 516, 729, 529]
coin-name: Βελγικαί bbox=[384, 364, 429, 375]
subheading: ΤΑ ΟΡΙΑ ΤΗΣ ΠΟΛΕΩΣ bbox=[1402, 873, 1522, 885]
coin-price: 308,75—309,25 bbox=[490, 310, 568, 322]
coin-name: Κλασσικαί bbox=[384, 321, 439, 332]
article-body: ΑΘΗΝΑΙ, 9. — Ανακοινώνεται ότι η αρμόδια υπηρεσία θα προβή εις την εκτέλεσιν των σχετικών έργων εντός των προσεχών ημερών. bbox=[382, 1381, 570, 1427]
subheading: Ο «ΤΥΡΟΣΙΟ» ΗΧΘΙΣΕ ΤΗΝ ΜΕΤΑΔΟΣΙΝ ΦΩΤΟΓΡΑΦΙΩΝ bbox=[19, 363, 172, 407]
article-body: ΜΟΣΧΑ, 9. (Ανταπ. Πρεσ.). — Η Σοβιετική Ένωσις και η Ιαπωνία θα υπογράψουν μακροπρόθεσμον εμπορικήν συμφωνίαν κατά τον προσεχή μήνα. bbox=[582, 1046, 760, 1103]
headline: ΜΙΚΡΑΙ ΕΙΔΗΣΕΙΣ ΕΚ ΚΑΤΕΡΙΝΗΣ bbox=[410, 1304, 543, 1332]
article-body: ΜΟΝΑΚΟ, Ιούλιος. (Τδ. Ωτ.). — Σήμερον ο Αριστοτέλης Ωνάσης θεωρείται ως είς από τους πλουσιωτέρους ανθρώπους του κόσμου. Αι εφημερίδες του Λονδίνου υπολογίζουν την περιουσίαν του εις 500 εκατομμύρια στερλίνας, χωρίς όμως κανείς να γνωρίζη επακριβώς τα έσοδα ή την πραγματικήν του περιουσίαν. Η καριέρα του ήρχισεν από το Μπουένος Άιρες, όπου εργάσθη ως τηλεφωνητής, δια να φθάση βραδύτερον εις την ίδρυσιν ενός από τους μεγαλυτέρους στόλους δεξαμενοπλοίων του κόσμου. Η ρήξις του με τον πρίγκηπα Ραινιέ του Μονακό προεκάλεσεν αίσθησιν εις τους οικονομικούς κύκλους της Ευρώπης. bbox=[192, 1785, 370, 2002]
headline: Ο ΠΡΟΕΔΡΟΣ ΥΕΜΕΝΗΣ ΜΕΤΕΒΗ ΕΙΣ ΚΑΪΡΟΝ ΔΙ' ΕΠΙΣΗΜΟΥΣ ΣΥΝΟΜΙΛΙΑΣ ΜΕ ΤΟΝ ΝΑΣΣΕΡ bbox=[1155, 416, 1560, 454]
article-body: ΜΗΤΣΟΤΑΚΗΣ. Εις τας 22 Ιουλίου, μετά 14 μηνών εξελθόντος του Στρατού, ο υπουργός Συντονισμού έκαμε δηλώσεις δια την πορείαν της οικονομίας. Επρόκειτο δια το πρόγραμμα της κυβερνήσεως δια την ανάπτυξιν της επαρχίας και την βελτίωσιν των συγκοινωνιών. bbox=[771, 371, 952, 463]
advertisement-anagnostou: Διαβάζεται CRISIS • CAPTAIN ΑΝΑΓΝΩΣΤΟΥ bbox=[1161, 2088, 1551, 2178]
headline: ΚΑΤΑΡΤΙΖΕΤΑΙ Η ΕΠΙΤΡΟΠΗ ΑΝΑΘΕΩΡΗΣΕΩΣ ΤΟΥ ΚΩΔΙΚΟΣ ΤΩΝ ΔΗΜΩΝ ΚΑΙ ΚΟΙΝΟΤΗΤΩΝ bbox=[38, 693, 338, 745]
headline: ΝΕΡΑΒΟΛΙΣΘΗ Ο ΔΗΜΑΡΧΟΣ ΤΗΣ ΝΕΑΣ ΥΟΡΚΗΣ bbox=[979, 1501, 1125, 1542]
article-body: Εις την αίθουσαν συνελεύσεων του Εργατικού Κέντρου έλαβε χώραν σύσκεψις των εκπροσώπων των εργατικών οργανώσεων. bbox=[582, 1185, 760, 1231]
article-body: ΑΘΗΝΑΙ, 9. — Ανακοινώνεται ότι η αρμόδια υπηρεσία θα προβή εις την εκτέλεσιν των σχετικών έργων εντός των προσεχών ημερών. bbox=[382, 1031, 570, 1077]
subheading: ΤΑ ΜΠΑΛΛΕΤΑ ΜΠΟΛΣΟΪ ΕΙΣ ΤΟ ΛΟΝΔΙΝΟΝ bbox=[9, 913, 181, 938]
headline: ΥΠΟΨΗΦΙΟΣ ΓΑΜΒΡΟΣ ΕΚΑΚΟΠΟΙΗΘΗ ΑΓΡΙΩΣ ΥΠΟ ΤΩΝ ΔΥΟ ΑΔΕΛΦΩΝ ΤΗΣ ΜΝΗΣΤΗΣ ΤΟΥ bbox=[17, 256, 360, 312]
headline: Ο ΙΝΔΟΝΗΣΙΟΣ ΥΠΟΥΡΓΟΣ ΕΞΩΤΕΡΙΚΩΝ ΕΙΣ ΒΑΓΔΑΤΗΝ bbox=[965, 1307, 1139, 1347]
article-body: ΛΟΝΔΙΝΟΝ, 9. (Υ.Π.). — Το διάσημον μπαλλέτο Μπολσόι έφθασεν εις το Λονδίνον, όπου θα παρουσιάση σειράν παραστάσεων. bbox=[6, 940, 184, 986]
article-body: ΜΗΤΣΟΤΑΚΗΣ. Εις τας 22 Ιουλίου, μετά 14 μηνών εξελθόντος του Στρατού, ο υπουργός Συντονισμού έκαμε δηλώσεις δια την πορείαν της οικονομίας. Επρόκειτο δια το πρόγραμμα της κυβερνήσεως δια την ανάπτυξιν της επαρχίας και την βελτίωσιν των συγκοινωνιών. bbox=[582, 623, 762, 716]
article-body: ΝΕΑ ΥΟΡΚΗ, Ιούλιος. (Τδ. Ωτ.). — Οι κάτοικοι των μεγάλων πόλεων επιθυμούν να ζήσουν μακράν του θορύβου και της κινήσεως των μεγαλουπόλεων. Κατά τους κοινωνιολόγους, η τάσις αυτή ενισχύεται από την ανάπτυξιν των συγκοινωνιακών μέσων, τα οποία επιτρέπουν εις τους εργαζομένους να κατοικούν εις τα προάστια και να μεταβαίνουν καθημερινώς εις τον τόπον της εργασίας των. Αναπαυσις και ηρεμία είναι τα κύρια κίνητρα της μετακινήσεως αυτής, ενώ αι μεγαλουπόλεις αντιμετωπίζουν σοβαρά προβλήματα κυκλοφορίας και ρυπάνσεως. bbox=[1153, 700, 1354, 938]
article-body: ΛΑΡΙΣΑ, 9. — Αφίκετο εις την πόλιν ο δήμαρχος σοβιετικής πόλεως, ο οποίος φιλοξενείται υπό του δήμου Λαρίσης. bbox=[382, 634, 570, 668]
column-rule bbox=[375, 8, 376, 2321]
article-body: ΟΥΑΣΙΓΚΤΩΝ, 9. (Α.Π.). — Ο μετεωρολογικός δορυφόρος «Τύρος» ήρχισε την μετάδοσιν φωτογραφιών του νεφικού καλύμματος της γης. Αι φωτογραφίαι λαμβάνονται από μεγάλου ύψους και μεταδίδονται εις επιγείους σταθμούς. bbox=[6, 417, 184, 497]
article-body: ΝΕΑ ΥΟΡΚΗ, 9. (Ρώυτερ). — Ο αρχηγός της ελληνικής αντιπροσωπείας εις τον ΟΗΕ παρέθεσε γεύμα προς τιμήν της Ελληνίδος καλλονής. bbox=[192, 436, 370, 494]
headline: ΕΛΛΗΝΙΚΑ ΤΡΑΓΟΥΔΙΑ ΕΙΣ ΞΕΝΟΝ ΦΕΣΤΙΒΑΛ bbox=[390, 1002, 563, 1029]
headline: ΟΥΔΕΙΣ ΟΜΩΣ ΓΝΩΡΙΖΕΙ ΕΠΑΚΡΙΒΩΣ bbox=[7, 1227, 369, 1250]
article-body: Αι κοινότητες των επαρχιών θα αποκτήσουν πετρελαιοκίνητα αυτοκίνητα δια την εξυπηρέτησιν των κατοίκων. Η σχετική απόφασις θα ισχύση από της 1ης Σεπτεμβρίου. bbox=[960, 393, 1141, 450]
headline: 10.000 ΔΟΛΛΑΡΙΑ ΔΙΑ ΤΟΥΣ ΠΛΗΓΕΝΤΑΣ ΕΚ ΤΩΝ ΠΛΗΜΜΥΡΩΝ bbox=[966, 1209, 1138, 1249]
article-body: ΑΘΗΝΑΙ, 9. — Υπό της αρμοδίας Επιτροπής ψηφίζεται η διάταξις δια τους υποψηφίους των 190 μονάδων. Ο αριθμός των εισακτέων θα ανακοινωθή συντόμως. bbox=[1361, 194, 1562, 239]
